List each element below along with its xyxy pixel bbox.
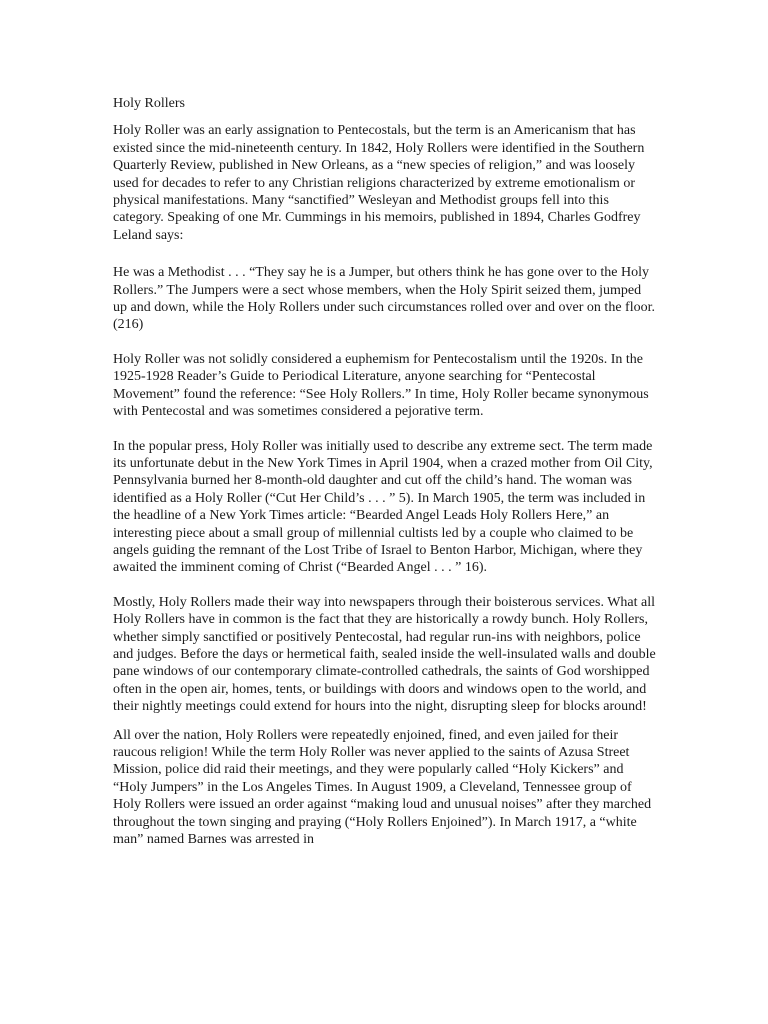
paragraph-newspapers: Mostly, Holy Rollers made their way into newspapers through their boisterous services. What all Holy Rollers have in common is the fact that they are historically a rowdy bunch. Holy Rollers, whether simply sanctified or positively Pentecostal, had regular run-ins with neighbors, police and judges. Before the days or hermetical faith, sealed inside the well-insulated walls and double pane windows of our contemporary climate-controlled cathedrals, the saints of God worshipped often in the open air, homes, tents, or buildings with doors and windows open to the world, and their nightly meetings could extend for hours into the night, disrupting sleep for blocks around!: [113, 594, 656, 715]
paragraph-nation: All over the nation, Holy Rollers were repeatedly enjoined, fined, and even jailed for their raucous religion! While the term Holy Roller was never applied to the saints of Azusa Street Mission, police did raid their meetings, and they were popularly called “Holy Kickers” and “Holy Jumpers” in the Los Angeles Times. In August 1909, a Cleveland, Tennessee group of Holy Rollers were issued an order against “making loud and unusual noises” after they marched throughout the town singing and praying (“Holy Rollers Enjoined”). In March 1917, a “white man” named Barnes was arrested in: [113, 727, 652, 848]
paragraph-popular-press: In the popular press, Holy Roller was initially used to describe any extreme sect. The term made its unfortunate debut in the New York Times in April 1904, when a crazed mother from Oil City, Pennsylvania burned her 8-month-old daughter and cut off the child’s hand. The woman was identified as a Holy Roller (“Cut Her Child’s . . . ” 5). In March 1905, the term was included in the headline of a New York Times article: “Bearded Angel Leads Holy Rollers Here,” an interesting piece about a small group of millennial cultists led by a couple who claimed to be angels guiding the remnant of the Lost Tribe of Israel to Benton Harbor, Michigan, where they awaited the imminent coming of Christ (“Bearded Angel . . . ” 16).: [113, 438, 653, 576]
block-quote: He was a Methodist . . . “They say he is a Jumper, but others think he has gone over to the Holy Rollers.” The Jumpers were a sect whose members, when the Holy Spirit seized them, jumped up and down, while the Holy Rollers under such circumstances rolled over and over on the floor. (216): [113, 265, 655, 333]
document-page: [113, 95, 658, 865]
paragraph-euphemism: Holy Roller was not solidly considered a euphemism for Pentecostalism until the 1920s. In the 1925-1928 Reader’s Guide to Periodical Literature, anyone searching for “Pentecostal Movement” found the reference: “See Holy Rollers.” In time, Holy Roller became synonymous with Pentecostal and was sometimes considered a pejorative term.: [113, 351, 649, 420]
document-title: Holy Rollers: [113, 96, 185, 111]
paragraph-intro: Holy Roller was an early assignation to Pentecostals, but the term is an Americanism that has existed since the mid-nineteenth century. In 1842, Holy Rollers were identified in the Southern Quarterly Review, published in New Orleans, as a “new species of religion,” and was loosely used for decades to refer to any Christian religions characterized by extreme emotionalism or physical manifestations. Many “sanctified” Wesleyan and Methodist groups fell into this category. Speaking of one Mr. Cummings in his memoirs, published in 1894, Charles Godfrey Leland says:: [113, 123, 645, 243]
